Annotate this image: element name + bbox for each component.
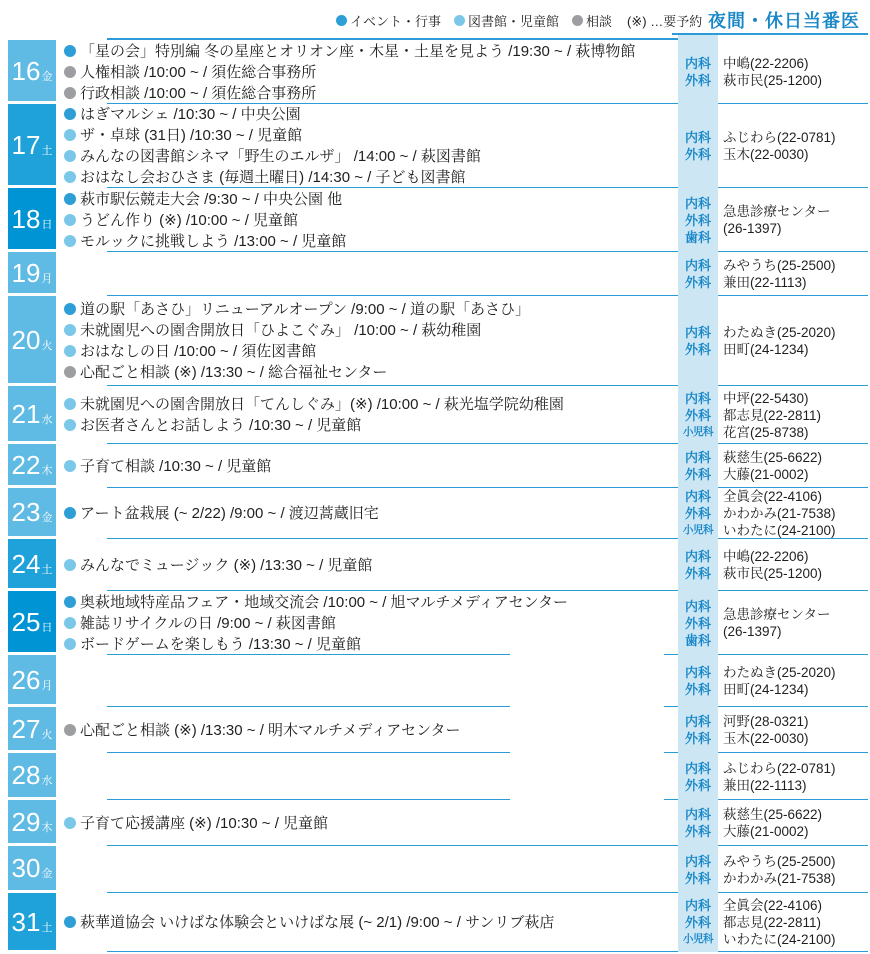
event-category-dot-icon (64, 817, 76, 829)
event-list (64, 444, 694, 488)
event-category-dot-icon (64, 235, 76, 247)
event-category-dot-icon (64, 129, 76, 141)
duty-doctor-names (723, 188, 869, 252)
event-item (64, 104, 694, 125)
duty-doctor-names (723, 655, 869, 707)
duty-doctor: 田町(24-1234) (723, 682, 809, 697)
duty-doctor-names (723, 846, 869, 893)
event-text: 人権相談 /10:00 ~ / 須佐総合事務所 (80, 63, 317, 81)
date-wrap (11, 713, 53, 744)
event-text: ザ・卓球 (31日) /10:30 ~ / 児童館 (80, 127, 303, 144)
duty-doctor: 都志見(22-2811) (723, 407, 822, 423)
event-list (64, 893, 694, 952)
duty-center-phone: (26-1397) (723, 221, 782, 236)
duty-dept-label: 外科 (684, 731, 711, 746)
duty-dept-label: 小児科 (683, 425, 713, 438)
event-list (64, 707, 694, 753)
date-weekday: 月 (41, 679, 53, 692)
date-wrap (11, 398, 53, 429)
date-number: 27 (11, 713, 41, 744)
calendar-rows (0, 40, 870, 952)
duty-dept-label: 外科 (684, 212, 711, 228)
date-number: 28 (11, 760, 41, 790)
event-text: アート盆栽展 (~ 2/22) /9:00 ~ / 渡辺蒿蔵旧宅 (80, 505, 379, 522)
duty-dept-label: 内科 (684, 853, 711, 869)
legend-dot-icon (572, 15, 583, 26)
date-weekday: 木 (41, 821, 53, 834)
duty-doctor-names (723, 591, 869, 655)
event-text: ボードゲームを楽しもう /13:30 ~ / 児童館 (80, 635, 362, 653)
event-text: 雑誌リサイクルの日 /9:00 ~ / 萩図書館 (80, 614, 336, 632)
date-wrap (11, 548, 53, 579)
duty-doctor: 都志見(22-2811) (723, 915, 822, 930)
date-number: 24 (11, 548, 41, 579)
event-text: お医者さんとお話しよう /10:30 ~ / 児童館 (80, 417, 362, 434)
event-category-dot-icon (64, 559, 76, 571)
event-item (64, 299, 694, 320)
duty-doctor: 大藤(21-0002) (723, 824, 809, 839)
event-category-dot-icon (64, 419, 76, 431)
date-cell (8, 846, 56, 890)
calendar-row (0, 296, 870, 386)
event-category-dot-icon (64, 45, 76, 57)
duty-doctor: 大藤(21-0002) (723, 467, 809, 482)
date-weekday: 金 (41, 70, 53, 83)
event-text: 子育て応援講座 (※) /10:30 ~ / 児童館 (80, 814, 329, 832)
duty-doctor-names (723, 539, 869, 591)
duty-doctor: 兼田(22-1113) (723, 777, 807, 793)
calendar-row (0, 488, 870, 539)
duty-dept-label: 外科 (684, 824, 711, 839)
event-category-dot-icon (64, 345, 76, 357)
event-category-dot-icon (64, 303, 76, 315)
event-item (64, 592, 694, 613)
duty-dept-label: 外科 (684, 777, 711, 793)
date-cell (8, 40, 56, 101)
date-number: 18 (11, 203, 41, 234)
event-list (64, 188, 694, 252)
duty-dept-label: 外科 (684, 407, 711, 423)
event-text: 「星の会」特別編 冬の星座とオリオン座・木星・土星を見よう /19:30 ~ / 萩博物館 (80, 42, 636, 60)
event-list (64, 800, 694, 846)
event-text: うどん作り (※) /10:00 ~ / 児童館 (80, 211, 299, 229)
legend-item (336, 11, 441, 30)
date-number: 23 (11, 497, 41, 527)
event-text: はぎマルシェ /10:30 ~ / 中央公園 (80, 106, 301, 123)
date-cell (8, 488, 56, 536)
duty-doctor: みやうち(25-2500) (723, 853, 836, 869)
date-number: 22 (11, 449, 41, 480)
event-text: 未就園児への園舎開放日「ひよこぐみ」 /10:00 ~ / 萩幼稚園 (80, 322, 482, 339)
date-wrap (11, 606, 53, 637)
calendar-row (0, 655, 870, 707)
duty-dept-labels (678, 444, 718, 488)
duty-doctor-names (723, 444, 869, 488)
legend (336, 11, 702, 30)
calendar-row (0, 252, 870, 296)
duty-doctor-names (723, 707, 869, 753)
event-list (64, 655, 694, 707)
duty-doctor: いわたに(24-2100) (723, 523, 836, 538)
duty-doctor: わたぬき(25-2020) (723, 325, 836, 340)
event-list (64, 539, 694, 591)
date-wrap (11, 449, 53, 480)
event-text: 萩市駅伝競走大会 /9:30 ~ / 中央公園 他 (80, 190, 343, 208)
legend-dot-icon (454, 15, 465, 26)
date-weekday: 水 (41, 775, 53, 787)
duty-dept-labels (678, 488, 718, 539)
calendar-row (0, 707, 870, 753)
legend-item (454, 11, 559, 30)
duty-doctor: 中坪(22-5430) (723, 390, 809, 406)
duty-dept-label: 内科 (684, 714, 711, 729)
event-text: 道の駅「あさひ」リニューアルオープン /9:00 ~ / 道の駅「あさひ」 (80, 301, 530, 318)
event-item (64, 912, 694, 933)
duty-doctor: ふじわら(22-0781) (723, 760, 836, 776)
calendar-row (0, 40, 870, 104)
date-cell (8, 591, 56, 652)
date-wrap (11, 257, 53, 288)
event-item (64, 189, 694, 210)
event-text: おはなし会おひさま (毎週土曜日) /14:30 ~ / 子ども図書館 (80, 169, 466, 186)
duty-dept-label: 内科 (684, 195, 711, 211)
event-text: 子育て相談 /10:30 ~ / 児童館 (80, 457, 272, 475)
event-item (64, 41, 694, 62)
duty-doctor: 全眞会(22-4106) (723, 898, 823, 913)
event-text: みんなの図書館シネマ「野生のエルザ」 /14:00 ~ / 萩図書館 (80, 148, 481, 165)
duty-dept-label: 内科 (684, 489, 711, 504)
calendar-row (0, 591, 870, 655)
legend-item-label: 図書館・児童館 (468, 14, 560, 29)
event-text: おはなしの日 /10:00 ~ / 須佐図書館 (80, 343, 317, 360)
duty-dept-label: 外科 (684, 566, 711, 581)
duty-doctor: いわたに(24-2100) (723, 932, 836, 947)
duty-dept-label: 外科 (684, 915, 711, 930)
duty-dept-labels (678, 296, 718, 386)
event-item (64, 125, 694, 146)
legend-item (572, 11, 612, 30)
duty-dept-label: 外科 (684, 342, 711, 357)
date-cell (8, 753, 56, 797)
duty-doctor: 萩市民(25-1200) (723, 73, 823, 88)
legend-item-label: イベント・行事 (350, 14, 442, 29)
duty-dept-labels (678, 846, 718, 893)
duty-dept-label: 内科 (684, 258, 711, 273)
date-wrap (11, 806, 53, 837)
date-number: 16 (11, 55, 41, 86)
legend-note: (※) …要予約 (627, 14, 703, 29)
duty-doctor-names (723, 296, 869, 386)
duty-dept-labels (678, 707, 718, 753)
date-wrap (11, 129, 53, 160)
duty-dept-label: 歯科 (684, 632, 711, 648)
event-category-dot-icon (64, 916, 76, 928)
event-text: 萩華道協会 いけばな体験会といけばな展 (~ 2/1) /9:00 ~ / サンリブ萩店 (80, 914, 555, 931)
date-cell (8, 655, 56, 704)
event-category-dot-icon (64, 724, 76, 736)
duty-doctor: 玉木(22-0030) (723, 731, 809, 746)
date-cell (8, 707, 56, 750)
duty-dept-label: 外科 (684, 615, 711, 631)
event-text: 奥萩地域特産品フェア・地域交流会 /10:00 ~ / 旭マルチメディアセンター (80, 593, 569, 611)
duty-doctor: 萩市民(25-1200) (723, 566, 823, 581)
duty-dept-labels (678, 753, 718, 800)
duty-doctor-names (723, 488, 869, 539)
event-item (64, 146, 694, 167)
event-item (64, 555, 694, 576)
duty-dept-label: 内科 (684, 450, 711, 465)
event-item (64, 320, 694, 341)
calendar-row (0, 188, 870, 252)
calendar-row (0, 800, 870, 846)
event-text: 心配ごと相談 (※) /13:30 ~ / 総合福祉センター (80, 364, 388, 381)
duty-dept-label: 内科 (684, 549, 711, 564)
date-cell (8, 252, 56, 293)
date-number: 30 (11, 853, 41, 883)
event-item (64, 394, 694, 415)
calendar-row (0, 386, 870, 444)
event-category-dot-icon (64, 171, 76, 183)
calendar-row (0, 104, 870, 188)
duty-center-phone: (26-1397) (723, 624, 782, 639)
date-wrap (11, 203, 53, 234)
duty-dept-label: 内科 (684, 760, 711, 776)
event-list (64, 40, 694, 104)
duty-dept-label: 外科 (684, 467, 711, 482)
duty-dept-label: 外科 (684, 506, 711, 521)
legend-item-label: 相談 (586, 14, 613, 29)
event-list (64, 488, 694, 539)
date-wrap (11, 664, 53, 695)
date-weekday: 水 (41, 413, 53, 426)
date-wrap (12, 499, 53, 525)
duty-dept-label: 内科 (684, 130, 711, 145)
event-category-dot-icon (64, 366, 76, 378)
duty-dept-label: 内科 (684, 390, 711, 406)
date-number: 19 (11, 257, 41, 288)
event-item (64, 83, 694, 104)
date-number: 21 (11, 398, 41, 429)
event-item (64, 210, 694, 231)
duty-center-name: 急患診療センター (723, 607, 831, 622)
duty-doctor: 全眞会(22-4106) (723, 489, 823, 504)
date-weekday: 土 (41, 144, 53, 157)
duty-dept-label: 内科 (684, 325, 711, 340)
event-list (64, 296, 694, 386)
duty-doctor: かわかみ(21-7538) (723, 870, 836, 886)
date-wrap (11, 324, 53, 355)
duty-dept-labels (678, 591, 718, 655)
calendar-row (0, 893, 870, 952)
date-wrap (12, 762, 53, 788)
duty-dept-label: 外科 (684, 275, 711, 290)
duty-dept-labels (678, 104, 718, 188)
duty-dept-label: 外科 (684, 73, 711, 88)
duty-dept-labels (678, 386, 718, 444)
duty-doctor-names (723, 753, 869, 800)
event-category-dot-icon (64, 108, 76, 120)
duty-doctor-names (723, 40, 869, 104)
duty-dept-label: 内科 (684, 665, 711, 680)
duty-dept-label: 内科 (684, 898, 711, 913)
event-item (64, 613, 694, 634)
event-item (64, 634, 694, 655)
duty-dept-label: 歯科 (684, 229, 711, 245)
duty-doctor: 萩慈生(25-6622) (723, 807, 823, 822)
date-number: 26 (11, 664, 41, 695)
date-weekday: 月 (41, 272, 53, 285)
duty-dept-label: 内科 (684, 56, 711, 71)
duty-doctor-names (723, 800, 869, 846)
event-category-dot-icon (64, 150, 76, 162)
date-weekday: 木 (41, 464, 53, 477)
date-weekday: 金 (41, 868, 53, 880)
duty-doctor: ふじわら(22-0781) (723, 130, 836, 145)
duty-dept-label: 内科 (684, 598, 711, 614)
date-cell (8, 893, 56, 950)
event-category-dot-icon (64, 214, 76, 226)
duty-doctor: 兼田(22-1113) (723, 275, 807, 290)
event-item (64, 456, 694, 477)
duty-dept-labels (678, 188, 718, 252)
legend-dot-icon (336, 15, 347, 26)
event-category-dot-icon (64, 398, 76, 410)
duty-doctor-names (723, 893, 869, 952)
duty-dept-label: 外科 (684, 147, 711, 162)
duty-dept-label: 外科 (684, 870, 711, 886)
duty-dept-label: 外科 (684, 682, 711, 697)
event-text: モルックに挑戦しよう /13:00 ~ / 児童館 (80, 232, 347, 250)
event-item (64, 415, 694, 436)
duty-dept-label: 小児科 (683, 524, 713, 536)
event-list (64, 846, 694, 893)
event-item (64, 813, 694, 834)
date-weekday: 日 (41, 218, 53, 231)
duty-dept-labels (678, 40, 718, 104)
event-item (64, 341, 694, 362)
duty-doctor: 田町(24-1234) (723, 342, 809, 357)
event-category-dot-icon (64, 638, 76, 650)
duty-dept-label: 内科 (684, 807, 711, 822)
event-category-dot-icon (64, 87, 76, 99)
duty-doctor: 花宮(25-8738) (723, 424, 809, 440)
date-weekday: 火 (41, 728, 53, 741)
event-category-dot-icon (64, 66, 76, 78)
event-list (64, 252, 694, 296)
calendar-row (0, 846, 870, 893)
duty-doctor: 中嶋(22-2206) (723, 56, 809, 71)
event-category-dot-icon (64, 617, 76, 629)
event-text: 行政相談 /10:00 ~ / 須佐総合事務所 (80, 84, 317, 102)
event-list (64, 386, 694, 444)
duty-dept-labels (678, 539, 718, 591)
date-cell (8, 296, 56, 383)
date-cell (8, 444, 56, 485)
duty-dept-label: 小児科 (683, 933, 713, 945)
event-category-dot-icon (64, 596, 76, 608)
date-number: 29 (11, 806, 41, 837)
event-list (64, 104, 694, 188)
duty-doctor: 河野(28-0321) (723, 714, 809, 729)
duty-doctor: かわかみ(21-7538) (723, 506, 836, 521)
date-number: 25 (11, 606, 41, 637)
date-wrap (11, 55, 53, 86)
duty-center-name: 急患診療センター (723, 204, 831, 219)
event-category-dot-icon (64, 193, 76, 205)
event-text: 心配ごと相談 (※) /13:30 ~ / 明木マルチメディアセンター (80, 721, 461, 739)
duty-doctor: 萩慈生(25-6622) (723, 450, 823, 465)
event-category-dot-icon (64, 324, 76, 336)
duty-dept-labels (678, 893, 718, 952)
calendar-row (0, 444, 870, 488)
event-category-dot-icon (64, 507, 76, 519)
duty-doctor: わたぬき(25-2020) (723, 665, 836, 680)
date-cell (8, 386, 56, 441)
date-wrap (11, 906, 53, 937)
date-weekday: 金 (41, 512, 53, 524)
date-cell (8, 800, 56, 843)
date-cell (8, 539, 56, 588)
date-number: 31 (11, 906, 41, 937)
date-weekday: 日 (41, 621, 53, 634)
duty-doctor-names (723, 104, 869, 188)
date-wrap (12, 855, 53, 881)
duty-doctor: 玉木(22-0030) (723, 147, 809, 162)
duty-doctor: 中嶋(22-2206) (723, 549, 809, 564)
event-category-dot-icon (64, 460, 76, 472)
event-text: 未就園児への園舎開放日「てんしぐみ」(※) /10:00 ~ / 萩光塩学院幼稚園 (80, 396, 564, 413)
calendar-row (0, 539, 870, 591)
event-item (64, 167, 694, 188)
date-number: 17 (11, 129, 41, 160)
date-cell (8, 188, 56, 249)
date-weekday: 火 (41, 339, 53, 352)
event-item (64, 62, 694, 83)
date-number: 20 (11, 324, 41, 355)
event-item (64, 720, 694, 741)
duty-dept-labels (678, 800, 718, 846)
date-weekday: 土 (41, 563, 53, 576)
duty-dept-labels (678, 252, 718, 296)
event-list (64, 753, 694, 800)
date-weekday: 土 (41, 921, 53, 934)
duty-doctor-names (723, 252, 869, 296)
duty-dept-labels (678, 655, 718, 707)
date-cell (8, 104, 56, 185)
event-item (64, 362, 694, 383)
duty-header-title: 夜間・休日当番医 (708, 11, 860, 31)
duty-doctor-names (723, 386, 869, 444)
event-list (64, 591, 694, 655)
event-item (64, 231, 694, 252)
calendar-row (0, 753, 870, 800)
event-text: みんなでミュージック (※) /13:30 ~ / 児童館 (80, 556, 373, 574)
duty-doctor: みやうち(25-2500) (723, 258, 836, 273)
event-item (64, 503, 694, 524)
